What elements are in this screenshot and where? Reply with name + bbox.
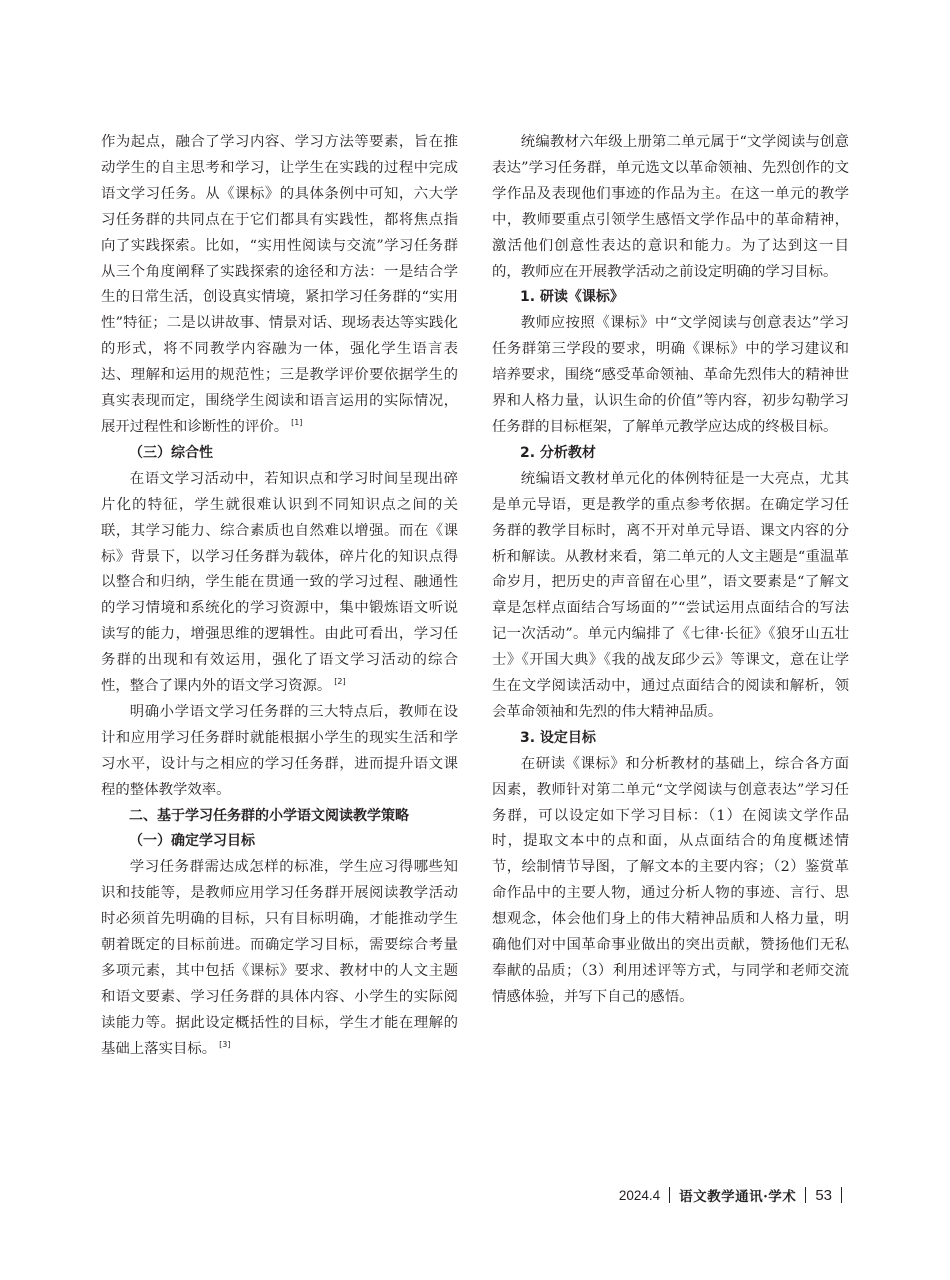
footer-divider bbox=[841, 1187, 842, 1203]
citation-ref: [2] bbox=[334, 677, 346, 687]
paragraph-text: 在语文学习活动中，若知识点和学习时间呈现出碎片化的特征，学生就很难认识到不同知识点之间的关联，其学习能力、综合素质也自然难以增强。而在《课标》背景下，以学习任务群为载体，碎片化的知识点得以整合和归纳，学生能在贯通一致的学习过程、融通性的学习情境和系统化的学习资源中，集中锻炼语文听说读写的能力，增强思维的逻辑性。由此可看出，学习任务群的出现和有效运用，强化了语文学习活动的综合性，整合了课内外的语文学习资源。 bbox=[101, 470, 458, 695]
body-paragraph: 统编教材六年级上册第二单元属于“文学阅读与创意表达”学习任务群，单元选文以革命领袖、先烈创作的文学作品及表现他们事迹的作品为主。在这一单元的教学中，教师要重点引领学生感悟文学作品中的革命精神，激活他们创意性表达的意识和能力。为了达到这一目的，教师应在开展教学活动之前设定明确的学习目标。 bbox=[492, 134, 849, 280]
body-paragraph: 统编语文教材单元化的体例特征是一大亮点，尤其是单元导语，更是教学的重点参考依据。在确定学习任务群的教学目标时，离不开对单元导语、课文内容的分析和解读。从教材来看，第二单元的人文主题是“重温革命岁月，把历史的声音留在心里”，语文要素是“了解文章是怎样点面结合写场面的”“尝试运用点面结合的写法记一次活动”。单元内编排了《七律·长征》《狼牙山五壮士》《开国大典》《我的战友邱少云》等课文，意在让学生在文学阅读活动中，通过点面结合的阅读和解析，领会革命领袖和先烈的伟大精神品质。 bbox=[492, 470, 849, 720]
paragraph-text: 学习任务群需达成怎样的标准，学生应习得哪些知识和技能等，是教师应用学习任务群开展阅读教学活动时必须首先明确的目标，只有目标明确，才能推动学生朝着既定的目标前进。而确定学习目标，需要综合考量多项元素，其中包括《课标》要求、教材中的人文主题和语文要素、学习任务群的具体内容、小学生的实际阅读能力等。据此设定概括性的目标，学生才能在理解的基础上落实目标。 bbox=[101, 859, 458, 1057]
body-paragraph: 教师应按照《课标》中“文学阅读与创意表达”学习任务群第三学段的要求，明确《课标》中的学习建议和培养要求，围绕“感受革命领袖、革命先烈伟大的精神世界和人格力量，认识生命的价值”等内容，初步勾勒学习任务群的目标框架，了解单元教学应达成的终极目标。 bbox=[492, 315, 849, 435]
citation-ref: [1] bbox=[291, 417, 303, 427]
numbered-heading: 2. 分析教材 bbox=[520, 444, 596, 461]
citation-ref: [3] bbox=[219, 1039, 231, 1049]
body-paragraph bbox=[101, 855, 458, 1062]
journal-name: 语文教学通讯·学术 bbox=[679, 1189, 797, 1205]
page-number: 53 bbox=[815, 1186, 832, 1204]
numbered-heading: 3. 设定目标 bbox=[520, 729, 596, 746]
issue-date: 2024.4 bbox=[618, 1187, 661, 1203]
body-paragraph: 在研读《课标》和分析教材的基础上，综合各方面因素，教师针对第二单元“文学阅读与创意表达”学习任务群，可以设定如下学习目标：（1）在阅读文学作品时，提取文本中的点和面，从点面结合的角度概述情节，绘制情节导图，了解文本的主要内容；（2）鉴赏革命作品中的主要人物，通过分析人物的事迹、言行、思想观念，体会他们身上的伟大精神品质和人格力量，明确他们对中国革命事业做出的突出贡献，赞扬他们无私奉献的品质；（3）利用述评等方式，与同学和老师交流情感体验，并写下自己的感悟。 bbox=[492, 755, 849, 1005]
body-paragraph bbox=[101, 130, 458, 441]
subsection-heading: （一）确定学习目标 bbox=[129, 833, 255, 850]
body-paragraph bbox=[101, 467, 458, 700]
subsection-heading: （三）综合性 bbox=[129, 444, 213, 461]
right-column bbox=[492, 130, 849, 1011]
numbered-heading: 1. 研读《课标》 bbox=[520, 289, 624, 306]
body-paragraph: 明确小学语文学习任务群的三大特点后，教师在设计和应用学习任务群时就能根据小学生的现实生活和学习水平，设计与之相应的学习任务群，进而提升语文课程的整体教学效率。 bbox=[101, 703, 458, 798]
footer-divider bbox=[805, 1187, 806, 1203]
section-heading: 二、基于学习任务群的小学语文阅读教学策略 bbox=[129, 807, 409, 824]
footer-divider bbox=[669, 1187, 670, 1203]
page-footer bbox=[619, 1185, 851, 1205]
paragraph-text: 作为起点，融合了学习内容、学习方法等要素，旨在推动学生的自主思考和学习，让学生在实践的过程中完成语文学习任务。从《课标》的具体条例中可知，六大学习任务群的共同点在于它们都具有实践性，都将焦点指向了实践探索。比如，“实用性阅读与交流”学习任务群从三个角度阐释了实践探索的途径和方法：一是结合学生的日常生活，创设真实情境，紧扣学习任务群的“实用性”特征；二是以讲故事、情景对话、现场表达等实践化的形式，将不同教学内容融为一体，强化学生语言表达、理解和运用的规范性；三是教学评价要依据学生的真实表现而定，围绕学生阅读和语言运用的实际情况，展开过程性和诊断性的评价。 bbox=[101, 134, 458, 435]
left-column bbox=[101, 130, 458, 1063]
